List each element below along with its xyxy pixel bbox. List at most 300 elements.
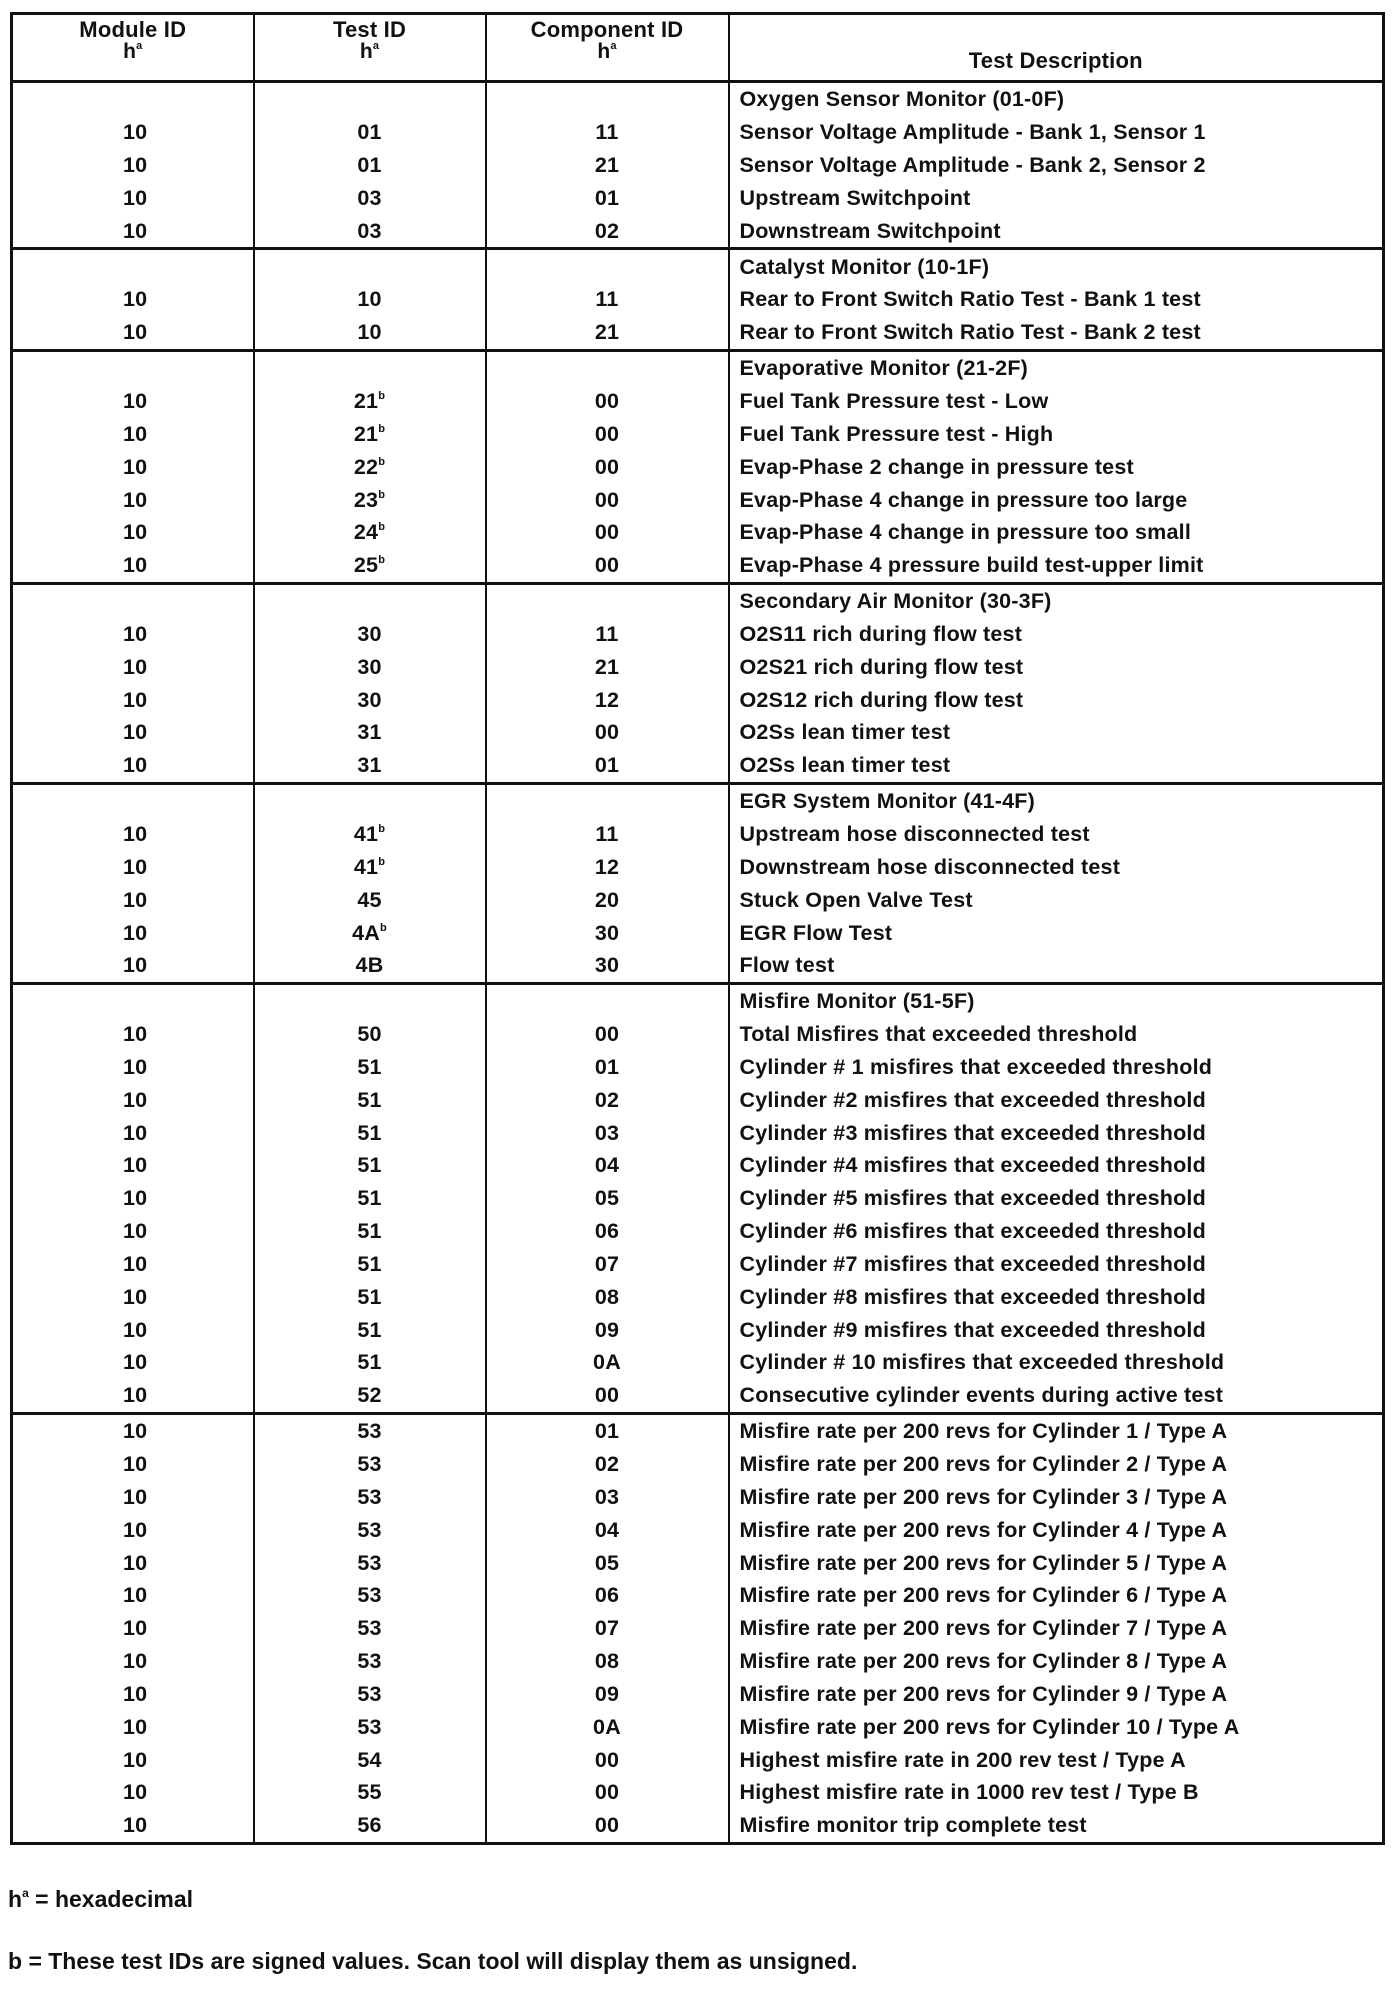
signed-value-marker: b [379,921,387,934]
test-id-value: 53 [357,1649,382,1674]
table-row [12,1678,1384,1711]
table-row [12,450,1384,483]
module-id-cell: 10 [12,1083,254,1116]
section-title-row [12,583,1384,617]
test-description-cell: Misfire rate per 200 revs for Cylinder 4 / Type A [729,1513,1384,1546]
module-id-cell: 10 [12,214,254,248]
test-id-cell [254,1182,486,1215]
test-id-value: 51 [357,1317,382,1342]
component-id-cell: 30 [486,916,729,949]
test-id-cell [254,1050,486,1083]
module-id-cell: 10 [12,1513,254,1546]
test-id-value: 51 [357,1054,382,1079]
component-id-cell: 09 [486,1313,729,1346]
module-id-cell: 10 [12,1579,254,1612]
test-description-cell: Consecutive cylinder events during active test [729,1379,1384,1413]
test-description-cell: Flow test [729,949,1384,983]
component-id-cell: 07 [486,1612,729,1645]
test-id-value: 54 [357,1747,382,1772]
empty-cell [254,783,486,817]
test-description-cell: Cylinder #4 misfires that exceeded threshold [729,1149,1384,1182]
component-id-cell: 12 [486,683,729,716]
test-id-cell [254,749,486,783]
module-id-cell: 10 [12,1612,254,1645]
module-id-cell: 10 [12,1480,254,1513]
module-id-cell: 10 [12,1182,254,1215]
test-description-cell: Cylinder #7 misfires that exceeded threshold [729,1248,1384,1281]
test-description-cell: Cylinder # 1 misfires that exceeded threshold [729,1050,1384,1083]
component-id-cell: 00 [486,450,729,483]
test-id-value: 51 [357,1284,382,1309]
component-id-cell: 12 [486,850,729,883]
module-id-cell: 10 [12,1379,254,1413]
test-id-value: 53 [357,1681,382,1706]
empty-cell [12,249,254,283]
table-row [12,149,1384,182]
module-id-cell: 10 [12,1809,254,1843]
table-row [12,1346,1384,1379]
module-id-cell: 10 [12,818,254,851]
test-id-value: 51 [357,1087,382,1112]
module-id-cell: 10 [12,1215,254,1248]
table-row [12,549,1384,583]
empty-cell [12,350,254,384]
section-title-row [12,249,1384,283]
test-id-value: 31 [357,720,382,745]
table-row [12,818,1384,851]
test-id-value: 51 [357,1153,382,1178]
component-id-cell: 07 [486,1248,729,1281]
table-row [12,1215,1384,1248]
footnote-hexadecimal: $h^a$ = hexadecimal [8,1886,194,1912]
module-id-cell: 10 [12,1248,254,1281]
test-id-value: 53 [357,1714,382,1739]
test-description-cell: Misfire rate per 200 revs for Cylinder 5 / Type A [729,1546,1384,1579]
table-row [12,949,1384,983]
test-id-value: 52 [357,1383,382,1408]
test-description-cell: Cylinder #2 misfires that exceeded threshold [729,1083,1384,1116]
test-id-cell [254,618,486,651]
module-id-cell: 10 [12,1448,254,1481]
table-row [12,749,1384,783]
test-description-cell: Misfire rate per 200 revs for Cylinder 6 / Type A [729,1579,1384,1612]
empty-cell [486,583,729,617]
test-id-cell [254,149,486,182]
test-id-cell [254,1248,486,1281]
test-description-cell: O2Ss lean timer test [729,749,1384,783]
module-id-cell: 10 [12,316,254,350]
table-row [12,650,1384,683]
test-description-cell: Cylinder #9 misfires that exceeded threshold [729,1313,1384,1346]
table-row [12,385,1384,418]
table-row [12,1809,1384,1843]
test-id-cell [254,182,486,215]
module-id-cell: 10 [12,1018,254,1051]
empty-cell [12,583,254,617]
component-id-cell: 09 [486,1678,729,1711]
module-id-cell: 10 [12,716,254,749]
section-title-row [12,350,1384,384]
test-id-cell [254,1116,486,1149]
test-id-cell [254,1743,486,1776]
module-id-cell: 10 [12,618,254,651]
module-id-cell: 10 [12,749,254,783]
test-id-cell [254,1513,486,1546]
test-id-cell [254,1710,486,1743]
test-id-header: Test ID $h^a$ [254,14,486,82]
test-description-cell: Upstream hose disconnected test [729,818,1384,851]
module-id-cell: 10 [12,483,254,516]
signed-value-marker: b [378,488,386,501]
footnote-signed-values: b = These test IDs are signed values. Scan tool will display them as unsigned. [8,1948,858,1974]
module-id-cell: 10 [12,916,254,949]
test-description-cell: Misfire rate per 200 revs for Cylinder 3 / Type A [729,1480,1384,1513]
test-id-cell [254,949,486,983]
test-id-value: 45 [357,887,382,912]
signed-value-marker: b [378,822,386,835]
test-id-cell [254,417,486,450]
module-id-header: Module ID $h^a$ [12,14,254,82]
component-id-cell: 11 [486,116,729,149]
test-id-value: 24 [353,520,379,545]
test-id-value: 51 [357,1219,382,1244]
test-description-cell: Misfire rate per 200 revs for Cylinder 8 / Type A [729,1645,1384,1678]
component-id-cell: 00 [486,1018,729,1051]
table-row [12,1546,1384,1579]
empty-cell [12,82,254,116]
module-id-cell: 10 [12,850,254,883]
table-row [12,1448,1384,1481]
module-id-cell: 10 [12,1346,254,1379]
component-id-cell: 06 [486,1579,729,1612]
module-id-cell: 10 [12,683,254,716]
test-id-value: 10 [357,287,382,312]
empty-cell [254,82,486,116]
component-id-cell: 00 [486,1809,729,1843]
test-id-cell [254,1346,486,1379]
test-id-value: 51 [357,1251,382,1276]
component-id-cell: 21 [486,149,729,182]
table-row [12,1513,1384,1546]
module-id-cell: 10 [12,283,254,316]
empty-cell [254,249,486,283]
component-id-cell: 02 [486,1448,729,1481]
table-row [12,1149,1384,1182]
signed-value-marker: b [378,390,386,403]
component-id-cell: 00 [486,549,729,583]
test-description-cell: Fuel Tank Pressure test - High [729,417,1384,450]
test-id-cell [254,450,486,483]
table-row [12,1612,1384,1645]
component-id-cell: 00 [486,516,729,549]
test-id-value: 51 [357,1186,382,1211]
table-row [12,1050,1384,1083]
component-id-cell: 01 [486,182,729,215]
table-row [12,417,1384,450]
test-description-cell: Cylinder #3 misfires that exceeded threshold [729,1116,1384,1149]
test-id-cell [254,1413,486,1447]
component-id-header: Component ID $h^a$ [486,14,729,82]
test-id-value: 55 [357,1780,382,1805]
empty-cell [254,583,486,617]
table-body [12,82,1384,1844]
module-id-cell: 10 [12,1678,254,1711]
test-description-cell: Evap-Phase 2 change in pressure test [729,450,1384,483]
module-id-cell: 10 [12,1710,254,1743]
test-description-cell: Misfire monitor trip complete test [729,1809,1384,1843]
test-description-cell: Misfire rate per 200 revs for Cylinder 10 / Type A [729,1710,1384,1743]
component-id-cell: 0A [486,1346,729,1379]
empty-cell [486,82,729,116]
section-title-row [12,983,1384,1017]
component-id-cell: 20 [486,883,729,916]
test-id-cell [254,1809,486,1843]
test-id-value: 22 [353,454,379,479]
table-row [12,316,1384,350]
test-description-cell: Evap-Phase 4 pressure build test-upper limit [729,549,1384,583]
test-id-cell [254,483,486,516]
table-row [12,1083,1384,1116]
test-id-value: 53 [357,1583,382,1608]
test-id-cell [254,1612,486,1645]
component-id-cell: 01 [486,1050,729,1083]
component-id-cell: 21 [486,316,729,350]
test-description-cell: Fuel Tank Pressure test - Low [729,385,1384,418]
component-id-cell: 03 [486,1480,729,1513]
test-description-cell: O2Ss lean timer test [729,716,1384,749]
test-id-cell [254,385,486,418]
test-id-value: 41 [353,821,379,846]
table-row [12,1743,1384,1776]
component-id-cell: 03 [486,1116,729,1149]
empty-cell [254,350,486,384]
test-id-cell [254,1215,486,1248]
test-id-cell [254,1083,486,1116]
test-id-cell [254,683,486,716]
module-id-cell: 10 [12,116,254,149]
test-id-cell [254,1018,486,1051]
test-description-cell: Misfire rate per 200 revs for Cylinder 2 / Type A [729,1448,1384,1481]
component-id-cell: 00 [486,716,729,749]
component-id-cell: 00 [486,1743,729,1776]
module-id-cell: 10 [12,650,254,683]
test-id-value: 51 [357,1120,382,1145]
signed-value-marker: b [378,855,386,868]
test-id-cell [254,818,486,851]
test-id-value: 53 [357,1517,382,1542]
test-id-value: 21 [353,421,379,446]
test-id-value: 25 [353,553,379,578]
table-row [12,182,1384,215]
component-id-cell: 02 [486,214,729,248]
test-description-cell: Misfire rate per 200 revs for Cylinder 1 / Type A [729,1413,1384,1447]
table-row [12,516,1384,549]
test-id-value: 23 [353,487,379,512]
module-id-cell: 10 [12,1116,254,1149]
test-id-value: 30 [357,621,382,646]
component-id-cell: 05 [486,1546,729,1579]
test-id-cell [254,283,486,316]
test-id-value: 10 [357,320,382,345]
test-description-cell: Misfire rate per 200 revs for Cylinder 7 / Type A [729,1612,1384,1645]
test-description-cell: Evap-Phase 4 change in pressure too large [729,483,1384,516]
test-description-cell: Rear to Front Switch Ratio Test - Bank 2 test [729,316,1384,350]
test-id-cell [254,214,486,248]
test-id-value: 30 [357,687,382,712]
component-id-cell: 04 [486,1149,729,1182]
component-id-cell: 0A [486,1710,729,1743]
section-title-row [12,783,1384,817]
test-description-cell: O2S12 rich during flow test [729,683,1384,716]
table-row [12,483,1384,516]
table-row [12,1413,1384,1447]
test-id-cell [254,1280,486,1313]
test-id-cell [254,1645,486,1678]
test-id-value: 4A [352,920,380,945]
signed-value-marker: b [378,521,386,534]
test-id-cell [254,516,486,549]
table-row [12,883,1384,916]
module-id-cell: 10 [12,549,254,583]
test-description-cell: Downstream hose disconnected test [729,850,1384,883]
table-row [12,1313,1384,1346]
table-row [12,1776,1384,1809]
module-id-cell: 10 [12,1050,254,1083]
test-description-cell: Cylinder #6 misfires that exceeded threshold [729,1215,1384,1248]
test-description-cell: Sensor Voltage Amplitude - Bank 2, Sensor 2 [729,149,1384,182]
test-description-header: Test Description [729,14,1384,82]
component-id-cell: 00 [486,1379,729,1413]
test-id-cell [254,883,486,916]
empty-cell [12,983,254,1017]
module-id-cell: 10 [12,949,254,983]
table-row [12,1379,1384,1413]
component-id-cell: 00 [486,417,729,450]
table-row [12,916,1384,949]
test-description-cell: Cylinder #8 misfires that exceeded threshold [729,1280,1384,1313]
test-id-value: 53 [357,1452,382,1477]
test-id-value: 53 [357,1616,382,1641]
test-id-value: 01 [357,120,382,145]
empty-cell [486,783,729,817]
test-id-value: 03 [357,218,382,243]
test-id-cell [254,1313,486,1346]
empty-cell [486,350,729,384]
table-row [12,618,1384,651]
module-id-cell: 10 [12,516,254,549]
table-row [12,283,1384,316]
test-id-value: 51 [357,1350,382,1375]
test-id-cell [254,650,486,683]
table-header-row [12,14,1384,82]
table-row [12,1645,1384,1678]
test-id-value: 53 [357,1550,382,1575]
module-id-cell: 10 [12,1149,254,1182]
test-id-cell [254,116,486,149]
table-row [12,1710,1384,1743]
module-id-cell: 10 [12,1776,254,1809]
component-id-cell: 11 [486,818,729,851]
table-row [12,1579,1384,1612]
signed-value-marker: b [378,422,386,435]
table-row [12,1480,1384,1513]
table-row [12,1116,1384,1149]
test-description-cell: O2S11 rich during flow test [729,618,1384,651]
component-id-cell: 06 [486,1215,729,1248]
module-id-cell: 10 [12,1413,254,1447]
test-description-cell: Sensor Voltage Amplitude - Bank 1, Sensor 1 [729,116,1384,149]
component-id-cell: 21 [486,650,729,683]
test-id-cell [254,1480,486,1513]
component-id-cell: 01 [486,1413,729,1447]
component-id-cell: 01 [486,749,729,783]
module-id-cell: 10 [12,1313,254,1346]
section-title: EGR System Monitor (41-4F) [729,783,1384,817]
component-id-cell: 02 [486,1083,729,1116]
test-id-cell [254,716,486,749]
test-id-value: 03 [357,185,382,210]
test-description-cell: Cylinder # 10 misfires that exceeded threshold [729,1346,1384,1379]
test-id-value: 56 [357,1813,382,1838]
test-id-cell [254,850,486,883]
component-id-cell: 00 [486,385,729,418]
table-row [12,683,1384,716]
test-id-cell [254,549,486,583]
module-id-cell: 10 [12,1546,254,1579]
component-id-cell: 08 [486,1645,729,1678]
monitor-test-table [10,12,1385,1845]
section-title: Catalyst Monitor (10-1F) [729,249,1384,283]
table-row [12,1182,1384,1215]
table-row [12,716,1384,749]
component-id-cell: 00 [486,483,729,516]
component-id-cell: 00 [486,1776,729,1809]
signed-value-marker: b [378,455,386,468]
test-description-cell: Highest misfire rate in 1000 rev test / Type B [729,1776,1384,1809]
test-id-cell [254,1149,486,1182]
component-id-cell: 05 [486,1182,729,1215]
test-id-cell [254,1678,486,1711]
section-title: Misfire Monitor (51-5F) [729,983,1384,1017]
module-id-cell: 10 [12,1645,254,1678]
module-id-cell: 10 [12,149,254,182]
section-title: Secondary Air Monitor (30-3F) [729,583,1384,617]
table-row [12,214,1384,248]
component-id-cell: 08 [486,1280,729,1313]
test-id-value: 53 [357,1484,382,1509]
empty-cell [486,249,729,283]
test-description-cell: Stuck Open Valve Test [729,883,1384,916]
test-description-cell: Misfire rate per 200 revs for Cylinder 9 / Type A [729,1678,1384,1711]
component-id-cell: 04 [486,1513,729,1546]
empty-cell [254,983,486,1017]
table-row [12,850,1384,883]
test-description-cell: EGR Flow Test [729,916,1384,949]
module-id-cell: 10 [12,883,254,916]
test-description-cell: Upstream Switchpoint [729,182,1384,215]
section-title-row [12,82,1384,116]
module-id-cell: 10 [12,450,254,483]
test-id-value: 53 [357,1419,382,1444]
test-id-cell [254,1579,486,1612]
test-id-cell [254,916,486,949]
test-id-cell [254,316,486,350]
test-id-value: 21 [353,389,379,414]
test-description-cell: Cylinder #5 misfires that exceeded threshold [729,1182,1384,1215]
section-title: Evaporative Monitor (21-2F) [729,350,1384,384]
component-id-cell: 30 [486,949,729,983]
module-id-cell: 10 [12,417,254,450]
